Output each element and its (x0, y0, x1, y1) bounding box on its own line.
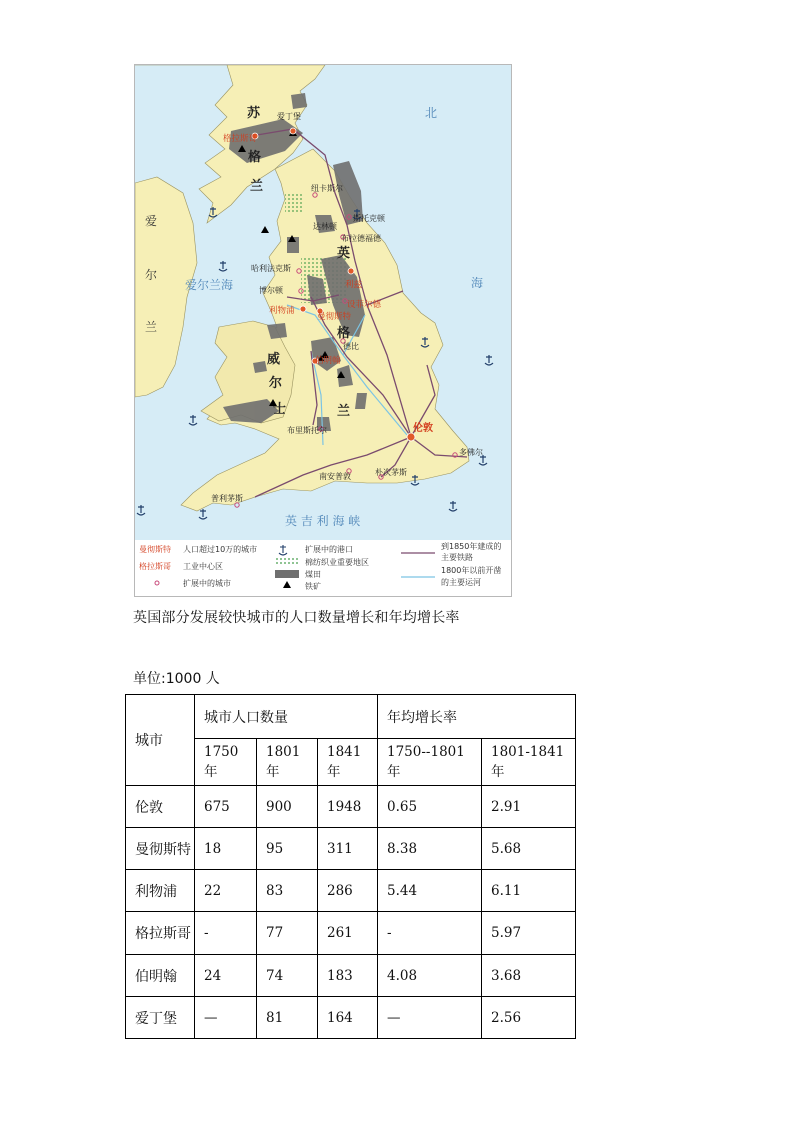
cell-value: 81 (257, 997, 318, 1039)
cell-value: — (195, 997, 257, 1039)
city-label-edinburgh: 爱丁堡 (277, 112, 301, 121)
map-label-lan: 兰 (337, 404, 351, 419)
cell-city: 伯明翰 (126, 955, 195, 997)
map-label-wei: 威 (267, 352, 281, 367)
cell-value: 286 (318, 870, 378, 912)
map-label-er: 尔 (145, 268, 158, 282)
coal-field (291, 93, 307, 109)
cell-value: 6.11 (482, 870, 576, 912)
map-label-channel: 英 吉 利 海 峡 (285, 514, 361, 528)
coal-field (253, 361, 267, 373)
map-label-hai: 海 (471, 276, 484, 290)
map-label-shi: 士 (273, 402, 287, 417)
legend-port: 扩展中的港口 (305, 545, 353, 554)
map-label-su: 苏 (247, 106, 261, 121)
city-label-bristol: 布里斯托尔 (287, 426, 327, 435)
port-anchor-icon (485, 355, 493, 365)
cell-value: 95 (257, 828, 318, 870)
map-label-lan: 兰 (250, 179, 264, 194)
cell-city: 利物浦 (126, 870, 195, 912)
legend-railway-text: 主要铁路 (441, 553, 473, 562)
map-label-ai: 爱 (145, 214, 158, 228)
city-label-bradford: 布拉德福德 (341, 234, 381, 243)
subheader-rate-1750-1801: 1750--1801 年 (378, 739, 482, 786)
iron-ore-marker (261, 226, 269, 233)
map-label-ge: 格 (248, 150, 262, 165)
historical-map (134, 64, 512, 597)
city-label-birmingham: 伯明翰 (315, 356, 341, 366)
legend-railway-text: 到1850年建成的 (441, 542, 502, 551)
city-label-manchester: 曼彻斯特 (317, 312, 352, 322)
cell-city: 伦敦 (126, 786, 195, 828)
table-row (126, 997, 576, 1039)
cell-value: 83 (257, 870, 318, 912)
city-label-bolton: 博尔顿 (259, 286, 283, 295)
big-city-marker (290, 128, 296, 134)
table-row (126, 870, 576, 912)
big-city-marker (348, 268, 354, 274)
legend-big-city-sample: 曼彻斯特 (139, 545, 171, 554)
cell-value: - (378, 912, 482, 955)
cell-city: 曼彻斯特 (126, 828, 195, 870)
header-growth-rate: 年均增长率 (378, 695, 576, 739)
legend-coal: 煤田 (305, 570, 321, 579)
table-caption: 英国部分发展较快城市的人口数量增长和年均增长率 (133, 610, 460, 626)
map-label-er: 尔 (269, 376, 283, 391)
city-label-plymouth: 普利茅斯 (211, 494, 243, 503)
cell-value: 22 (195, 870, 257, 912)
cell-value: 18 (195, 828, 257, 870)
cell-value: 1948 (318, 786, 378, 828)
cell-value: 3.68 (482, 955, 576, 997)
legend-textile: 棉纺织业重要地区 (305, 558, 369, 567)
cell-value: 5.44 (378, 870, 482, 912)
big-city-marker (407, 433, 415, 441)
legend-canal-text: 1800年以前开凿 (441, 566, 502, 575)
city-label-southampton: 南安普敦 (319, 472, 351, 481)
cell-value: 4.08 (378, 955, 482, 997)
city-label-glasgow: 格拉斯哥 (223, 134, 258, 144)
expanding-city-marker (235, 503, 239, 507)
cell-value: — (378, 997, 482, 1039)
legend-expanding-city: 扩展中的城市 (183, 579, 231, 588)
table-row (126, 912, 576, 955)
cell-value: 24 (195, 955, 257, 997)
city-label-stockton: 斯托克顿 (353, 214, 385, 223)
cell-value: 311 (318, 828, 378, 870)
city-label-london: 伦敦 (413, 423, 433, 434)
cell-value: 0.65 (378, 786, 482, 828)
legend-industrial-text: 工业中心区 (183, 562, 223, 571)
header-city: 城市 (126, 695, 195, 786)
textile-region (285, 193, 303, 213)
legend-coal-swatch (275, 570, 299, 578)
cell-value: 5.97 (482, 912, 576, 955)
big-city-marker (300, 306, 306, 312)
cell-value: 164 (318, 997, 378, 1039)
map-label-irish-sea: 爱尔兰海 (185, 278, 234, 292)
subheader-1750: 1750 年 (195, 739, 257, 786)
city-label-derby: 德比 (343, 342, 359, 351)
city-label-darlington: 达林顿 (313, 222, 337, 231)
city-label-dover: 多佛尔 (459, 448, 483, 457)
cell-value: 900 (257, 786, 318, 828)
cell-city: 爱丁堡 (126, 997, 195, 1039)
legend-canal-text: 的主要运河 (441, 578, 481, 587)
cell-value: 261 (318, 912, 378, 955)
cell-value: 77 (257, 912, 318, 955)
table-row (126, 786, 576, 828)
legend-iron: 铁矿 (305, 582, 321, 591)
map-label-ge: 格 (337, 326, 351, 341)
cell-value: 74 (257, 955, 318, 997)
legend-big-city-text: 人口超过10万的城市 (183, 545, 258, 554)
cell-value: 2.56 (482, 997, 576, 1039)
cell-value: 5.68 (482, 828, 576, 870)
subheader-1801: 1801 年 (257, 739, 318, 786)
unit-label: 单位:1000 人 (133, 671, 220, 687)
city-label-leeds: 利兹 (345, 280, 363, 290)
port-anchor-icon (219, 261, 227, 271)
city-label-halifax: 哈利法克斯 (251, 264, 291, 273)
city-label-newcastle: 纽卡斯尔 (311, 184, 343, 193)
map-label-ying: 英 (337, 246, 351, 261)
port-anchor-icon (189, 415, 197, 425)
table-row (126, 955, 576, 997)
legend-industrial-sample: 格拉斯哥 (139, 562, 171, 571)
city-label-portsmouth: 朴次茅斯 (375, 468, 407, 477)
cell-value: 183 (318, 955, 378, 997)
port-anchor-icon (137, 505, 145, 515)
header-population: 城市人口数量 (195, 695, 378, 739)
city-label-sheffield: 设菲尔德 (347, 300, 382, 310)
subheader-1841: 1841 年 (318, 739, 378, 786)
port-anchor-icon (449, 501, 457, 511)
map-label-lan: 兰 (145, 320, 158, 334)
cell-value: - (195, 912, 257, 955)
city-label-liverpool: 利物浦 (269, 306, 295, 316)
population-table (125, 694, 576, 1039)
legend-textile-swatch (275, 558, 299, 566)
cell-city: 格拉斯哥 (126, 912, 195, 955)
cell-value: 675 (195, 786, 257, 828)
cell-value: 2.91 (482, 786, 576, 828)
port-anchor-icon (199, 509, 207, 519)
map-label-bei: 北 (425, 106, 438, 120)
subheader-rate-1801-1841: 1801-1841 年 (482, 739, 576, 786)
table-row (126, 828, 576, 870)
coal-field (355, 393, 367, 409)
cell-value: 8.38 (378, 828, 482, 870)
